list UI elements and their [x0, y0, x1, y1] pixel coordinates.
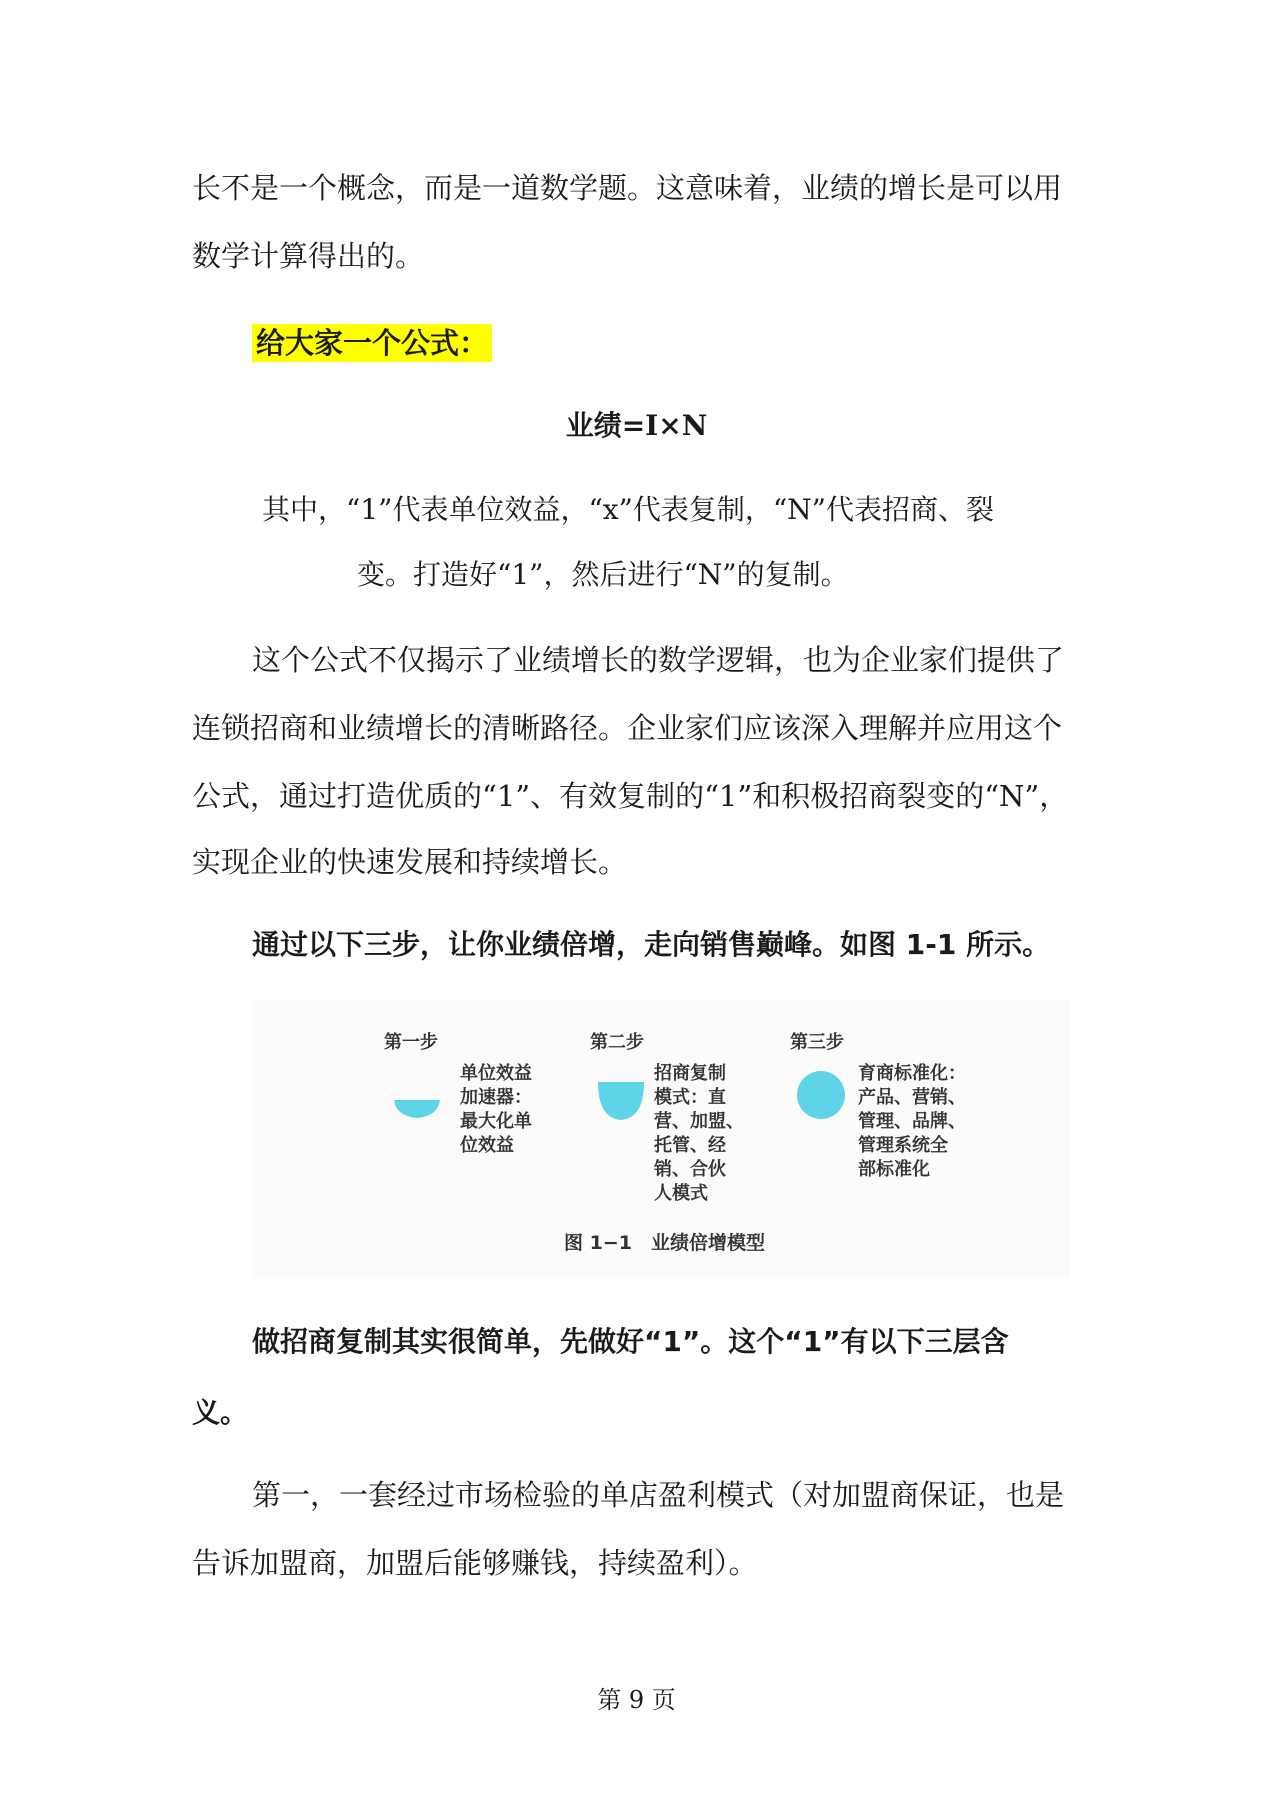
- step-2-shape: [596, 1080, 646, 1122]
- formula-paragraph-line-2: 连锁招商和业绩增长的清晰路径。企业家们应该深入理解并应用这个: [192, 711, 1063, 745]
- step-3-title: 第三步: [790, 1032, 844, 1053]
- step-1-desc: 单位效益 加速器： 最大化单 位效益: [460, 1063, 532, 1156]
- formula-paragraph-line-1: 这个公式不仅揭示了业绩增长的数学逻辑，也为企业家们提供了: [252, 643, 1065, 677]
- step-3-desc: 育商标准化： 产品、营销、 管理、品牌、 管理系统全 部标准化: [858, 1063, 966, 1180]
- growth-model-figure: [252, 1000, 1070, 1278]
- intro-line-1: 长不是一个概念，而是一道数学题。这意味着，业绩的增长是可以用: [192, 171, 1063, 205]
- step-2-desc: 招商复制 模式：直 营、加盟、 托管、经 销、合伙 人模式: [654, 1063, 744, 1204]
- page-number: 第 9 页: [597, 1686, 676, 1714]
- first-paragraph-line-2: 告诉加盟商，加盟后能够赚钱，持续盈利）。: [192, 1546, 758, 1580]
- step-1-title: 第一步: [384, 1032, 438, 1053]
- steps-intro: 通过以下三步，让你业绩倍增，走向销售巅峰。如图 1-1 所示。: [252, 928, 1051, 961]
- formula-paragraph-line-4: 实现企业的快速发展和持续增长。: [192, 845, 628, 879]
- explanation-line-1: 其中，“1”代表单位效益，“x”代表复制，“N”代表招商、裂: [262, 493, 994, 526]
- figure-caption: 图 1−1 业绩倍增模型: [564, 1232, 765, 1254]
- step-3-shape: [796, 1070, 846, 1120]
- explanation-line-2: 变。打造好“1”，然后进行“N”的复制。: [357, 558, 849, 591]
- one-paragraph-line-1: 做招商复制其实很简单，先做好“1”。这个“1”有以下三层含: [252, 1325, 1009, 1358]
- highlight-heading: 给大家一个公式：: [252, 324, 492, 362]
- formula: 业绩=I×N: [565, 409, 708, 442]
- step-2-title: 第二步: [590, 1032, 644, 1053]
- first-paragraph-line-1: 第一，一套经过市场检验的单店盈利模式（对加盟商保证，也是: [252, 1478, 1065, 1512]
- formula-paragraph-line-3: 公式，通过打造优质的“1”、有效复制的“1”和积极招商裂变的“N”，: [192, 779, 1069, 813]
- intro-line-2: 数学计算得出的。: [192, 239, 425, 273]
- step-1-shape: [392, 1098, 442, 1120]
- one-paragraph-line-2: 义。: [192, 1396, 249, 1429]
- formula-heading: [252, 323, 492, 363]
